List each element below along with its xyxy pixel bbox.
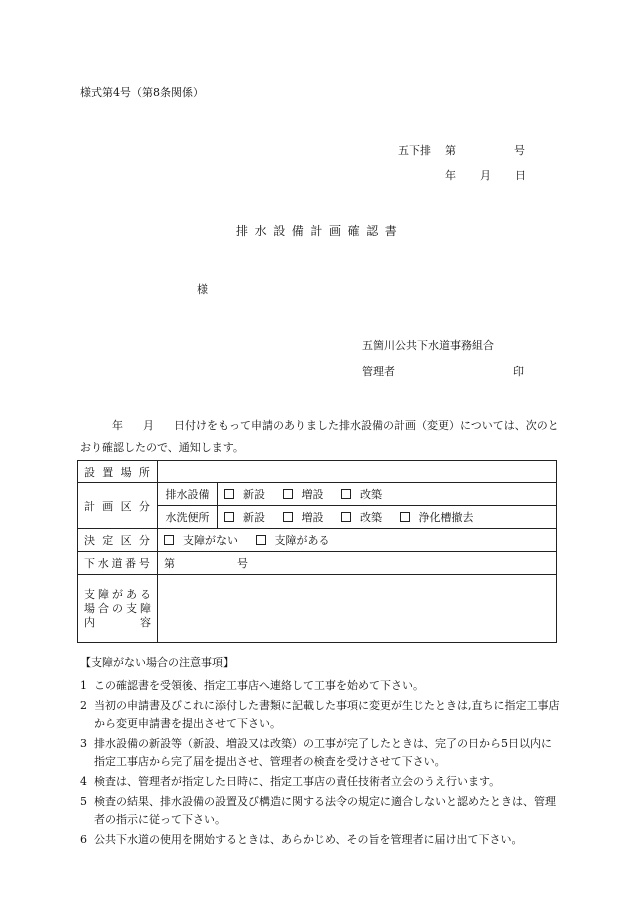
decision-option[interactable]: 支障がある — [256, 532, 330, 548]
note-item: 2 当初の申請書及びこれに添付した書類に記載した事項に変更が生じたときは,直ちに指定工事店から変更申請書を提出させて下さい。 — [80, 699, 560, 730]
decision-row — [78, 529, 557, 552]
toilet-option[interactable]: 増設 — [283, 509, 324, 525]
addressee-suffix: 様 — [197, 283, 208, 296]
checkbox-icon — [341, 512, 351, 522]
confirmation-table — [77, 460, 557, 643]
issue-date-year: 年 — [445, 169, 456, 182]
note-item: 1 この確認書を受領後、指定工事店へ連絡して工事を始めて下さい。 — [80, 679, 424, 692]
document-number-dai: 第 — [445, 144, 456, 157]
drain-options — [218, 483, 557, 506]
toilet-options — [218, 506, 557, 529]
notice-body — [80, 415, 560, 459]
drain-option[interactable]: 新設 — [224, 486, 265, 502]
location-value-cell[interactable] — [158, 461, 557, 483]
notice-body-month: 月 — [143, 419, 154, 432]
seal-mark: 印 — [513, 365, 524, 378]
form-number-label: 様式第4号（第8条関係） — [80, 86, 204, 99]
issue-content-row — [78, 575, 557, 643]
checkbox-icon — [256, 535, 266, 545]
note-item: 6 公共下水道の使用を開始するときは、あらかじめ、その旨を管理者に届け出て下さい。 — [80, 833, 523, 846]
issuer-administrator: 管理者 — [362, 365, 395, 378]
issue-content-cell[interactable] — [158, 575, 557, 643]
drain-row — [78, 483, 557, 506]
issue-date-day: 日 — [515, 169, 526, 182]
checkbox-icon — [164, 535, 174, 545]
drain-option[interactable]: 増設 — [283, 486, 324, 502]
sewer-number-go: 号 — [237, 557, 248, 570]
sewer-number-cell[interactable] — [158, 552, 557, 575]
document-title: 排水設備計画確認書 — [236, 224, 404, 238]
notice-body-year: 年 — [112, 419, 123, 432]
flush-toilet-label: 水洗便所 — [158, 506, 218, 529]
checkbox-icon — [224, 512, 234, 522]
notice-body-text: 日付けをもって申請のありました排水設備の計画（変更）については、次のとおり確認したので、通知します。 — [80, 419, 559, 454]
note-item: 5 検査の結果、排水設備の設置及び構造に関する法令の規定に適合しないと認めたときは、管理者の指示に従って下さい。 — [80, 795, 556, 826]
decision-option[interactable]: 支障がない — [164, 532, 238, 548]
location-label: 設置場所 — [78, 461, 158, 483]
toilet-option[interactable]: 浄化槽撤去 — [400, 509, 474, 525]
issuer-organization: 五箇川公共下水道事務組合 — [362, 339, 494, 352]
document-number-go: 号 — [514, 144, 525, 157]
sewer-number-dai: 第 — [164, 557, 175, 570]
drain-option[interactable]: 改築 — [341, 486, 382, 502]
toilet-option[interactable]: 新設 — [224, 509, 265, 525]
note-item: 4 検査は、管理者が指定した日時に、指定工事店の責任技術者立会のうえ行います。 — [80, 775, 501, 788]
document-number-prefix: 五下排 — [398, 144, 431, 157]
issue-content-label: 支障がある 場合の支障 内容 — [78, 575, 158, 643]
location-row — [78, 461, 557, 483]
sewer-number-row — [78, 552, 557, 575]
notes-list — [80, 677, 560, 851]
issue-date-month: 月 — [480, 169, 491, 182]
plan-category-label: 計画区分 — [78, 483, 158, 529]
drain-facility-label: 排水設備 — [158, 483, 218, 506]
decision-category-label: 決定区分 — [78, 529, 158, 552]
sewer-number-label: 下水道番号 — [78, 552, 158, 575]
note-item: 3 排水設備の新設等（新設、増設又は改築）の工事が完了したときは、完了の日から5日以内に指定工事店から完了届を提出させ、管理者の検査を受けさせて下さい。 — [80, 737, 552, 768]
checkbox-icon — [341, 489, 351, 499]
decision-options — [158, 529, 557, 552]
checkbox-icon — [400, 512, 410, 522]
checkbox-icon — [283, 512, 293, 522]
notes-title: 【支障がない場合の注意事項】 — [80, 656, 234, 669]
checkbox-icon — [283, 489, 293, 499]
toilet-option[interactable]: 改築 — [341, 509, 382, 525]
checkbox-icon — [224, 489, 234, 499]
